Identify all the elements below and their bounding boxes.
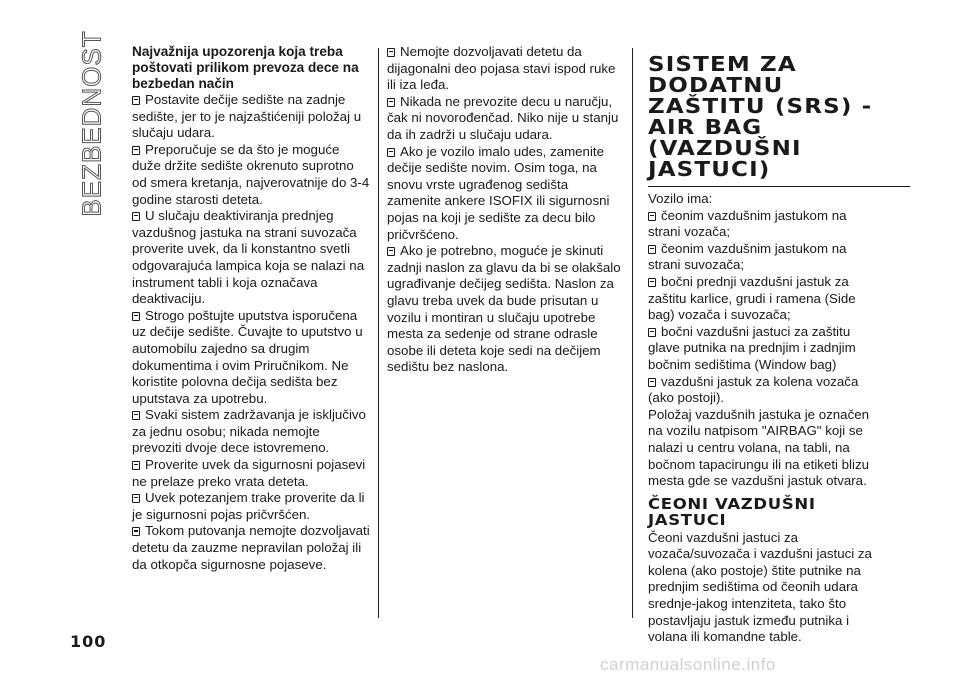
list-item: bočni vazdušni jastuci za zaštitu glave putnika na prednjim i zadnjim bočnim sedištima (Window bag) (648, 323, 856, 372)
warning-box-icon (132, 527, 140, 536)
list-item: Postavite dečije sedište na zadnje sedište, jer to je najzaštićeniji položaj u slučaju udara. (132, 92, 362, 141)
list-item: vazdušni jastuk za kolena vozača (ako postoji). (648, 373, 859, 406)
list-item: Uvek potezanjem trake proverite da li je sigurnosni pojas pričvršćen. (132, 490, 365, 522)
watermark-footer: carmanualsonline.info (600, 655, 776, 674)
warning-box-icon (132, 494, 140, 503)
warning-box-icon (387, 98, 395, 107)
warning-box-icon (132, 212, 140, 221)
list-item: Svaki sistem zadržavanja je isključivo za jednu osobu; nikada nemojte prevoziti dvoje dece istovremeno. (132, 407, 366, 456)
list-item: Nikada ne prevozite decu u naručju, čak ni novorođenčad. Niko nije u stanju da ih zadrži u slučaju udara. (387, 93, 619, 142)
warning-box-icon (648, 328, 656, 337)
page-number: 100 (70, 632, 107, 651)
list-item: U slučaju deaktiviranja prednjeg vazdušnog jastuka na strani suvozača proverite uvek, da li konstantno svetli odgovarajuća lampica koja se nalazi na instrument tabli i koja označava deaktivaciju. (132, 208, 365, 307)
warning-box-icon (648, 245, 656, 254)
airbag-location-paragraph: Položaj vazdušnih jastuka je označen na vozilu natpisom "AIRBAG" koji se nalazi u centru volana, na tabli, na bočnom tapacirungu ili na etiketi blizu mesta gde se vazdušni jastuk otvara. (648, 406, 870, 489)
list-item: Ako je potrebno, moguće je skinuti zadnji naslon za glavu da bi se olakšalo ugrađivanje dečijeg sedišta. Naslon za glavu treba uvek da bude prisutan u vozilu i montiran u slučaju upotrebe mesta za sedenje od strane odrasle osobe ili deteta koje sedi na dečijem sedištu bez naslona. (387, 243, 621, 375)
intro-text: Vozilo ima: (648, 191, 713, 206)
warning-box-icon (648, 378, 656, 387)
list-item: Preporučuje se da što je moguće duže držite sedište okrenuto suprotno od smera kretanja, najverovatnije do 3-4 godine starosti deteta. (132, 141, 370, 207)
column-3 (648, 44, 876, 646)
column-1 (132, 44, 370, 573)
warning-box-icon (132, 146, 140, 155)
section-side-tab (74, 29, 110, 217)
warning-box-icon (132, 312, 140, 321)
warnings-heading: Najvažnija upozorenja koja treba poštovati prilikom prevoza dece na bezbedan način (132, 44, 359, 91)
warning-box-icon (387, 247, 395, 256)
list-item: čeonim vazdušnim jastukom na strani vozača; (648, 207, 847, 240)
section-side-tab-label: BEZBEDNOST (76, 29, 107, 217)
frontal-airbags-paragraph: Čeoni vazdušni jastuci za vozača/suvozača i vazdušni jastuci za kolena (ako postoje) štite putnike na prednjim sedištima od čeonih udara srednje-jakog intenziteta, tako što postavljaju jastuk između putnika i volana ili komandne table. (648, 529, 872, 645)
warning-box-icon (648, 278, 656, 287)
warning-box-icon (387, 148, 395, 157)
frontal-airbags-heading: ČEONI VAZDUŠNI JASTUCI (648, 494, 816, 529)
list-item: čeonim vazdušnim jastukom na strani suvozača; (648, 240, 847, 273)
warning-box-icon (648, 212, 656, 221)
warning-box-icon (387, 48, 395, 57)
list-item: Strogo poštujte uputstva isporučena uz dečije sedište. Čuvajte to uputstvo u automobilu zajedno sa drugim dokumentima i ovim Priručnikom. Ne koristite polovna dečija sedišta bez uputstava za upotrebu. (132, 307, 363, 406)
list-item: bočni prednji vazdušni jastuk za zaštitu karlice, grudi i ramena (Side bag) vozača i suvozača; (648, 273, 856, 323)
column-2 (387, 44, 623, 376)
list-item: Proverite uvek da sigurnosni pojasevi ne prelaze preko vrata deteta. (132, 457, 366, 489)
list-item: Tokom putovanja nemojte dozvoljavati detetu da zauzme nepravilan položaj ili da otkopča sigurnosne pojaseve. (132, 523, 370, 572)
column-divider-1 (378, 48, 379, 618)
section-heading: SISTEM ZA DODATNU ZAŠTITU (SRS) - AIR BAG (VAZDUŠNI JASTUCI) (648, 54, 910, 187)
list-item: Ako je vozilo imalo udes, zamenite dečije sedište novim. Osim toga, na snovu vrste ugrađenog sedišta zamenite ankere ISOFIX ili sigurnosni pojas na koji je sedište za decu bilo pričvršćeno. (387, 143, 610, 242)
list-item: Nemojte dozvoljavati detetu da dijagonalni deo pojasa stavi ispod ruke ili iza leđa. (387, 44, 616, 93)
column-divider-2 (632, 48, 633, 618)
warning-box-icon (132, 461, 140, 470)
warning-box-icon (132, 96, 140, 105)
warning-box-icon (132, 411, 140, 420)
